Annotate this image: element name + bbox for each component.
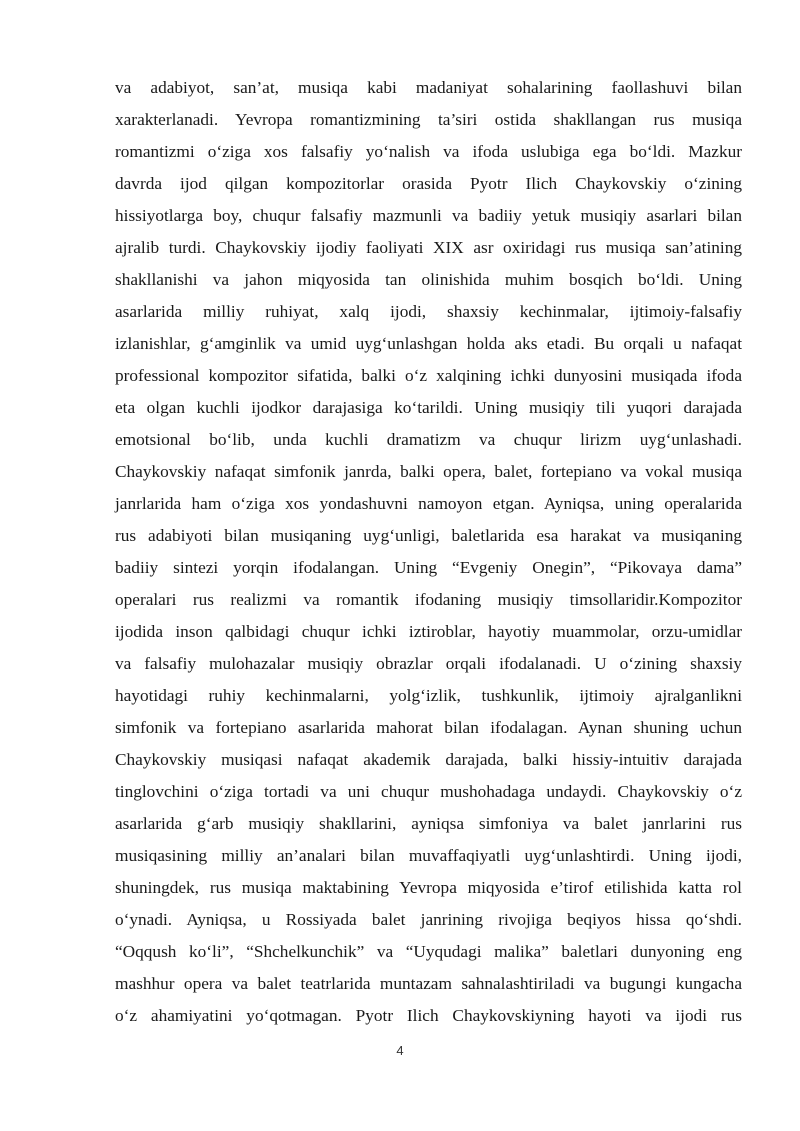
body-text: [115, 72, 742, 1032]
text-line: xarakterlanadi. Yevropa romantizmining ta’siri ostida shakllangan rus musiqa: [115, 110, 742, 129]
text-line: tinglovchini o‘ziga tortadi va uni chuqur mushohadaga undaydi. Chaykovskiy o‘z: [115, 782, 742, 801]
page-number: 4: [396, 1043, 404, 1058]
text-line: shakllanishi va jahon miqyosida tan olinishida muhim bosqich bo‘ldi. Uning: [115, 270, 742, 289]
text-line: musiqasining milliy an’analari bilan muvaffaqiyatli uyg‘unlashtirdi. Uning ijodi,: [115, 846, 742, 865]
text-line: eta olgan kuchli ijodkor darajasiga ko‘tarildi. Uning musiqiy tili yuqori darajada: [115, 398, 742, 417]
text-line: izlanishlar, g‘amginlik va umid uyg‘unlashgan holda aks etadi. Bu orqali u nafaqat: [115, 334, 742, 353]
text-line: romantizmi o‘ziga xos falsafiy yo‘nalish va ifoda uslubiga ega bo‘ldi. Mazkur: [115, 142, 742, 161]
text-line: rus adabiyoti bilan musiqaning uyg‘unligi, baletlarida esa harakat va musiqaning: [115, 526, 742, 545]
text-line: davrda ijod qilgan kompozitorlar orasida Pyotr Ilich Chaykovskiy o‘zining: [115, 174, 742, 193]
text-line: janrlarida ham o‘ziga xos yondashuvni namoyon etgan. Ayniqsa, uning operalarida: [115, 494, 742, 513]
text-line: professional kompozitor sifatida, balki o‘z xalqining ichki dunyosini musiqada ifoda: [115, 366, 742, 385]
text-line: emotsional bo‘lib, unda kuchli dramatizm va chuqur lirizm uyg‘unlashadi.: [115, 430, 742, 449]
text-line: simfonik va fortepiano asarlarida mahorat bilan ifodalagan. Aynan shuning uchun: [115, 718, 742, 737]
text-line: “Oqqush ko‘li”, “Shchelkunchik” va “Uyqudagi malika” baletlari dunyoning eng: [115, 942, 742, 961]
text-line: ajralib turdi. Chaykovskiy ijodiy faoliyati XIX asr oxiridagi rus musiqa san’atining: [115, 238, 742, 257]
text-line: ijodida inson qalbidagi chuqur ichki iztiroblar, hayotiy muammolar, orzu-umidlar: [115, 622, 742, 641]
text-line: mashhur opera va balet teatrlarida muntazam sahnalashtiriladi va bugungi kungacha: [115, 974, 742, 993]
text-line: va falsafiy mulohazalar musiqiy obrazlar orqali ifodalanadi. U o‘zining shaxsiy: [115, 654, 742, 673]
text-line: shuningdek, rus musiqa maktabining Yevropa miqyosida e’tirof etilishida katta rol: [115, 878, 742, 897]
text-line: asarlarida g‘arb musiqiy shakllarini, ayniqsa simfoniya va balet janrlarini rus: [115, 814, 742, 833]
text-line: operalari rus realizmi va romantik ifodaning musiqiy timsollaridir.Kompozitor: [115, 590, 742, 609]
text-line: badiiy sintezi yorqin ifodalangan. Uning “Evgeniy Onegin”, “Pikovaya dama”: [115, 558, 742, 577]
text-line: asarlarida milliy ruhiyat, xalq ijodi, shaxsiy kechinmalar, ijtimoiy-falsafiy: [115, 302, 742, 321]
text-line: Chaykovskiy nafaqat simfonik janrda, balki opera, balet, fortepiano va vokal musiqa: [115, 462, 742, 481]
text-line: hissiyotlarga boy, chuqur falsafiy mazmunli va badiiy yetuk musiqiy asarlari bilan: [115, 206, 742, 225]
text-line: hayotidagi ruhiy kechinmalarni, yolg‘izlik, tushkunlik, ijtimoiy ajralganlikni: [115, 686, 742, 705]
text-line: o‘z ahamiyatini yo‘qotmagan. Pyotr Ilich Chaykovskiyning hayoti va ijodi rus: [115, 1006, 742, 1025]
text-line: va adabiyot, san’at, musiqa kabi madaniyat sohalarining faollashuvi bilan: [115, 78, 742, 97]
text-line: o‘ynadi. Ayniqsa, u Rossiyada balet janrining rivojiga beqiyos hissa qo‘shdi.: [115, 910, 742, 929]
text-line: Chaykovskiy musiqasi nafaqat akademik darajada, balki hissiy-intuitiv darajada: [115, 750, 742, 769]
